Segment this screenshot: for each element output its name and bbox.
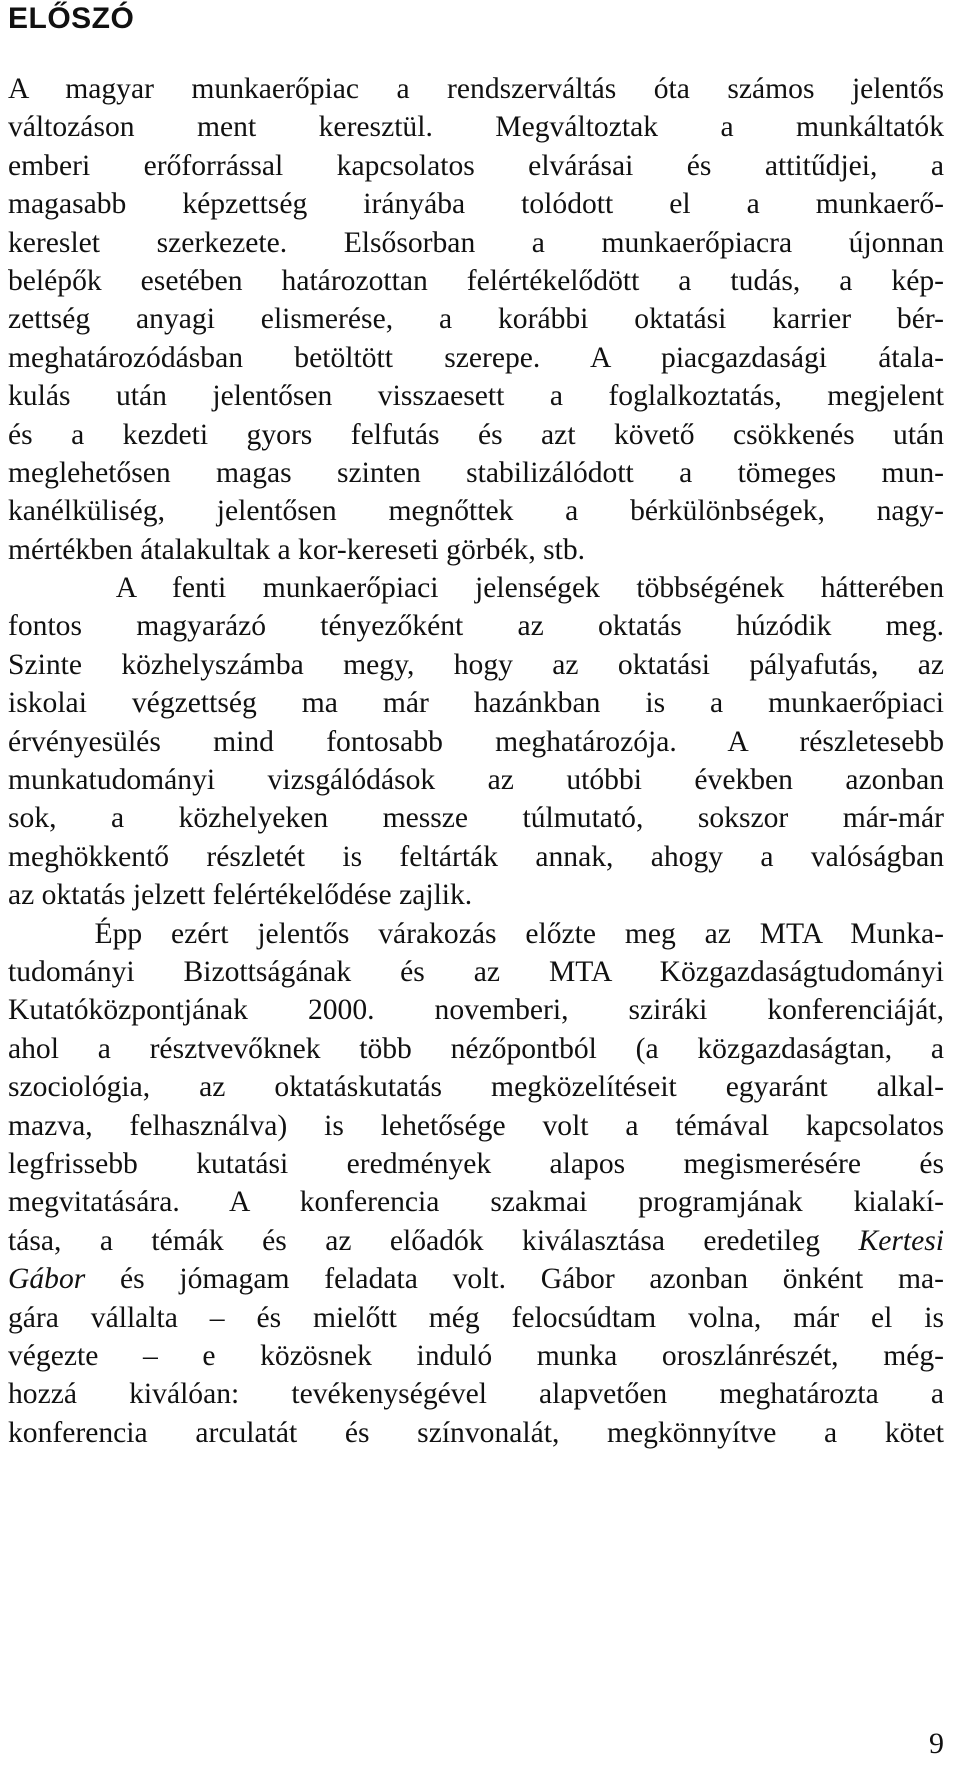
text-line: A magyar munkaerőpiac a rendszerváltás óta számos jelentős xyxy=(8,73,944,105)
author-name: Kertesi xyxy=(858,1224,944,1257)
text-line: meghökkentő részletét is feltárták annak, ahogy a valóságban xyxy=(8,840,944,873)
page-heading: ELŐSZÓ xyxy=(8,2,135,35)
text-line: belépők esetében határozottan felértékelődött a tudás, a kép- xyxy=(8,264,944,297)
text-line: sok, a közhelyeken messze túlmutató, sokszor már-már xyxy=(8,802,944,835)
text-line: szociológia, az oktatáskutatás megközelítéseit egyaránt alkal- xyxy=(8,1071,944,1104)
text-line: hozzá kiválóan: tevékenységével alapvetően meghatározta a xyxy=(8,1378,944,1411)
text-line: munkatudományi vizsgálódások az utóbbi években azonban xyxy=(8,764,944,797)
preface-body xyxy=(8,70,944,1452)
text-line: konferencia arculatát és színvonalát, megkönnyítve a kötet xyxy=(8,1416,944,1449)
text-line: meghatározódásban betöltött szerepe. A piacgazdasági átala- xyxy=(8,341,944,374)
text-line: kulás után jelentősen visszaesett a foglalkoztatás, megjelent xyxy=(8,380,944,413)
text-line: végezte – e közösnek induló munka oroszlánrészét, még- xyxy=(8,1339,944,1372)
author-name: Gábor xyxy=(8,1263,86,1296)
text-line: mazva, felhasználva) is lehetősége volt a témával kapcsolatos xyxy=(8,1109,944,1142)
text-line: emberi erőforrással kapcsolatos elvárásai és attitűdjei, a xyxy=(8,149,944,182)
text-line: változáson ment keresztül. Megváltoztak a munkáltatók xyxy=(8,111,944,144)
text-line: iskolai végzettség ma már hazánkban is a munkaerőpiaci xyxy=(8,687,944,720)
text-line: tudományi Bizottságának és az MTA Közgazdaságtudományi xyxy=(8,955,944,988)
text-line: az oktatás jelzett felértékelődése zajlik. xyxy=(8,879,473,912)
text-line: kereslet szerkezete. Elsősorban a munkaerőpiacra újonnan xyxy=(8,226,944,259)
page-number: 9 xyxy=(929,1727,944,1760)
text-line: Épp ezért jelentős várakozás előzte meg az MTA Munka- xyxy=(8,917,944,950)
text-line: magasabb képzettség irányába tolódott el a munkaerő- xyxy=(8,188,944,221)
text-line: tása, a témák és az előadók kiválasztása eredetileg Kertesi xyxy=(8,1224,944,1257)
text-line: meglehetősen magas szinten stabilizálódott a tömeges mun- xyxy=(8,456,944,489)
text-line: Kutatóközpontjának 2000. novemberi, sziráki konferenciáját, xyxy=(8,994,944,1027)
text-line: legfrissebb kutatási eredmények alapos megismerésére és xyxy=(8,1147,944,1180)
text-line: Gábor és jómagam feladata volt. Gábor azonban önként ma- xyxy=(8,1263,944,1296)
text-line: megvitatására. A konferencia szakmai programjának kialakí- xyxy=(8,1186,944,1219)
text-line: gára vállalta – és mielőtt még felocsúdtam volna, már el is xyxy=(8,1301,944,1334)
text-line: mértékben átalakultak a kor-kereseti görbék, stb. xyxy=(8,533,586,566)
text-line: A fenti munkaerőpiaci jelenségek többségének hátterében xyxy=(8,572,944,605)
text-line: zettség anyagi elismerése, a korábbi oktatási karrier bér- xyxy=(8,303,944,336)
text-line: és a kezdeti gyors felfutás és azt követő csökkenés után xyxy=(8,418,944,451)
text-line: kanélküliség, jelentősen megnőttek a bérkülönbségek, nagy- xyxy=(8,495,944,528)
text-line: érvényesülés mind fontosabb meghatározója. A részletesebb xyxy=(8,725,944,758)
text-line: ahol a résztvevőknek több nézőpontból (a közgazdaságtan, a xyxy=(8,1032,944,1065)
text-line: Szinte közhelyszámba megy, hogy az oktatási pályafutás, az xyxy=(8,648,944,681)
text-line: fontos magyarázó tényezőként az oktatás húzódik meg. xyxy=(8,610,944,643)
